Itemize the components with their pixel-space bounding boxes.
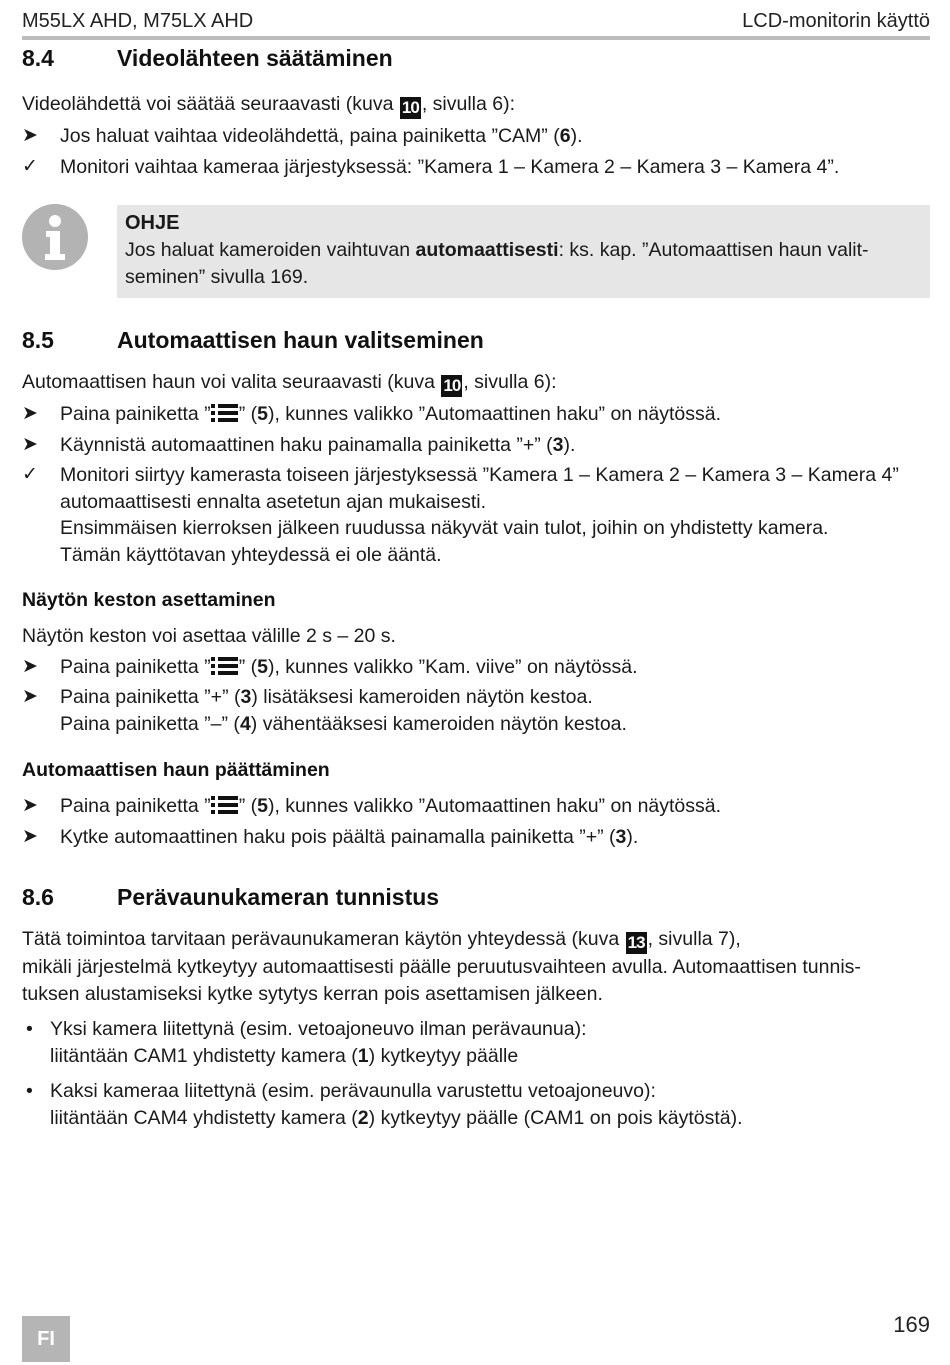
section-title: Videolähteen säätäminen — [117, 45, 393, 71]
duration-body — [22, 623, 930, 737]
description-text: Tätä toimintoa tarvitaan perävaunukameran käytön yhteydessä (kuva 13 , sivulla 7), mikäli järjestelmä kytkeytyy automaattisesti päälle peruutusvaihteen avulla. Automaattisen tunnis- tuksen alustamiseksi kytke sytytys kerran pois asettamisen jälkeen. — [22, 928, 861, 1005]
section-8-5-heading — [22, 326, 484, 354]
step-item: ➤ Paina painiketta ”+” (3) lisätäksesi kameroiden näytön kestoa. Paina painiketta ”–” (4) vähentääksesi kameroiden näytön kestoa. — [22, 686, 627, 735]
step-item: ➤ Paina painiketta ” ” (5), kunnes valikko ”Automaattinen haku” on näytössä. — [22, 793, 930, 820]
step-arrow-icon: ➤ — [22, 825, 38, 847]
note-title: OHJE — [125, 212, 180, 234]
figure-ref-badge: 10 — [443, 376, 461, 395]
section-number: 8.4 — [22, 45, 54, 71]
step-item: ➤ Paina painiketta ” ” (5), kunnes valikko ”Automaattinen haku” on näytössä. — [22, 401, 930, 428]
intro-text: Automaattisen haun voi valita seuraavasti (kuva 10 , sivulla 6): — [22, 371, 557, 395]
section-8-5-body — [22, 369, 930, 568]
step-item: ➤ Jos haluat vaihtaa videolähdettä, paina painiketta ”CAM” (6). — [22, 123, 930, 150]
section-number: 8.6 — [22, 884, 54, 910]
step-item: ➤ Kytke automaattinen haku pois päältä painamalla painiketta ”+” (3). — [22, 824, 930, 851]
step-arrow-icon: ➤ — [22, 655, 38, 677]
page-header — [22, 8, 930, 40]
bullet-icon: • — [26, 1018, 33, 1040]
section-number: 8.5 — [22, 327, 54, 353]
step-item: ➤ Paina painiketta ” ” (5), kunnes valikko ”Kam. viive” on näytössä. — [22, 654, 930, 681]
menu-icon — [211, 403, 239, 423]
step-item: ➤ Käynnistä automaattinen haku painamalla painiketta ”+” (3). — [22, 432, 930, 459]
list-item: • Yksi kamera liitettynä (esim. vetoajoneuvo ilman perävaunua): liitäntään CAM1 yhdistetty kamera (1) kytkeytyy päälle — [26, 1018, 587, 1067]
step-arrow-icon: ➤ — [22, 125, 38, 146]
section-8-6-heading — [22, 883, 439, 911]
result-item: ✓ Monitori vaihtaa kameraa järjestyksessä: ”Kamera 1 – Kamera 2 – Kamera 3 – Kamera 4”. — [22, 154, 930, 181]
section-8-4-body — [22, 91, 930, 180]
duration-heading: Näytön keston asettaminen — [22, 589, 276, 611]
result-item: ✓ Monitori siirtyy kamerasta toiseen järjestyksessä ”Kamera 1 – Kamera 2 – Kamera 3 – Kamera 4” automaattisesti ennalta asetetun ajan mukaisesti. Ensimmäisen kierroksen jälkeen ruudussa näkyvät vain tulot, joihin on yhdistetty kamera. Tämän käyttötavan yhteydessä ei ole ääntä. — [22, 464, 899, 566]
section-title: Perävaunukameran tunnistus — [117, 884, 440, 910]
menu-icon — [211, 795, 239, 815]
note-text: Jos haluat kameroiden vaihtuvan automaattisesti: ks. kap. ”Automaattisen haun valit- seminen” sivulla 169. — [125, 239, 869, 288]
end-search-heading: Automaattisen haun päättäminen — [22, 759, 330, 781]
intro-text: Videolähdettä voi säätää seuraavasti (kuva 10 , sivulla 6): — [22, 93, 516, 117]
section-8-6-body — [22, 926, 930, 1131]
checkmark-icon: ✓ — [22, 155, 38, 177]
language-badge: FI — [22, 1316, 70, 1362]
figure-ref-badge: 13 — [627, 933, 645, 952]
manual-page — [22, 0, 930, 1365]
menu-icon — [211, 656, 239, 676]
end-search-body — [22, 793, 930, 850]
header-model: M55LX AHD, M75LX AHD — [22, 10, 254, 32]
list-item: • Kaksi kameraa liitettynä (esim. perävaunulla varustettu vetoajoneuvo): liitäntään CAM4 yhdistetty kamera (2) kytkeytyy päälle (CAM1 on pois käytöstä). — [26, 1080, 743, 1129]
note-box — [117, 205, 930, 298]
step-arrow-icon: ➤ — [22, 403, 38, 424]
step-arrow-icon: ➤ — [22, 686, 38, 707]
section-title: Automaattisen haun valitseminen — [117, 327, 484, 353]
info-icon — [22, 204, 88, 270]
intro-text: Näytön keston voi asettaa välille 2 s – 20 s. — [22, 625, 396, 647]
step-arrow-icon: ➤ — [22, 795, 38, 816]
page-number: 169 — [893, 1312, 930, 1337]
checkmark-icon: ✓ — [22, 464, 38, 485]
header-chapter: LCD-monitorin käyttö — [742, 10, 930, 32]
step-arrow-icon: ➤ — [22, 433, 38, 455]
bullet-icon: • — [26, 1080, 33, 1102]
figure-ref-badge: 10 — [401, 98, 419, 117]
section-8-4-heading — [22, 44, 393, 72]
